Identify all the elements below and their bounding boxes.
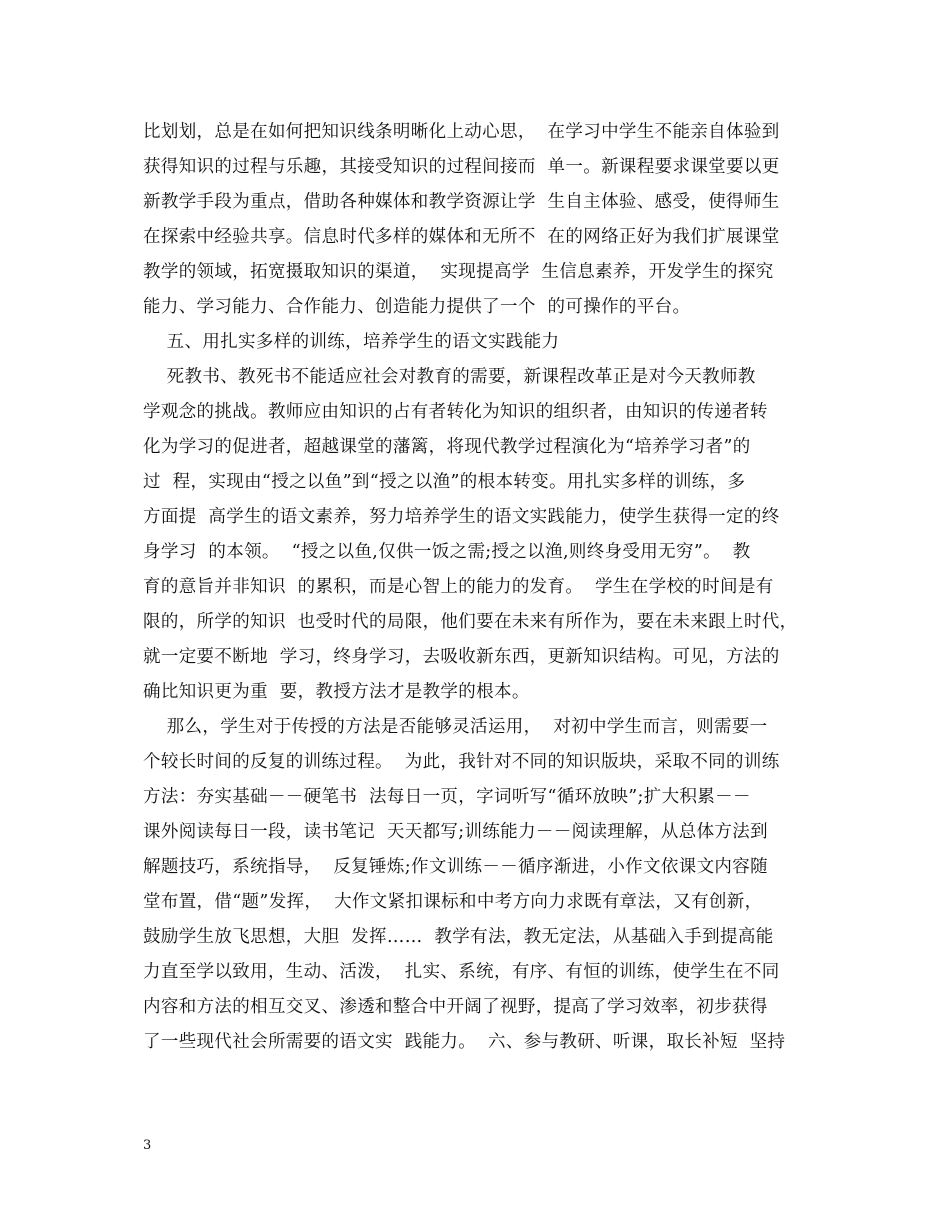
text-line: 化为学习的促进者，超越课堂的藩篱，将现代教学过程演化为“培养学习者”的	[143, 437, 751, 457]
text-line: 死教书、教死书不能适应社会对教育的需要，新课程改革正是对今天教师教	[143, 367, 756, 387]
text-line: 比划划，总是在如何把知识线条明晰化上动心思， 在学习中学生不能亲自体验到	[143, 122, 780, 142]
text-line: 那么，学生对于传授的方法是否能够灵活运用， 对初中学生而言，则需要一	[143, 717, 768, 737]
page-number: 3	[143, 1138, 152, 1153]
text-line: 获得知识的过程与乐趣，其接受知识的过程间接而 单一。新课程要求课堂要以更	[143, 157, 780, 177]
text-line: 过 程，实现由“授之以鱼”到“授之以渔”的根本转变。用扎实多样的训练，多	[143, 472, 746, 492]
text-line: 身学习 的本领。 “授之以鱼,仅供一饭之需;授之以渔,则终身受用无穷”。 教	[143, 542, 751, 562]
text-line: 堂布置，借“题”发挥， 大作文紧扣课标和中考方向力求既有章法，又有创新，	[143, 892, 763, 912]
text-line: 新教学手段为重点，借助各种媒体和教学资源让学 生自主体验、感受，使得师生	[143, 192, 780, 212]
text-line: 方法：夯实基础－－硬笔书 法每日一页，字词听写“循环放映”;扩大积累－－	[143, 787, 751, 807]
text-line: 鼓励学生放飞思想，大胆 发挥…… 教学有法，教无定法，从基础入手到提高能	[143, 927, 774, 947]
text-line: 能力、学习能力、合作能力、创造能力提供了一个 的可操作的平台。	[143, 297, 691, 317]
section-heading: 五、用扎实多样的训练，培养学生的语文实践能力	[143, 332, 560, 352]
text-line: 就一定要不断地 学习，终身学习，去吸收新东西，更新知识结构。可见，方法的	[143, 647, 780, 667]
text-line: 教学的领域，拓宽摄取知识的渠道， 实现提高学 生信息素养，开发学生的探究	[143, 262, 774, 282]
text-line: 在探索中经验共享。信息时代多样的媒体和无所不 在的网络正好为我们扩展课堂	[143, 227, 780, 247]
text-line: 力直至学以致用，生动、活泼， 扎实、系统，有序、有恒的训练，使学生在不同	[143, 962, 780, 982]
text-line: 学观念的挑战。教师应由知识的占有者转化为知识的组织者，由知识的传递者转	[143, 402, 768, 422]
text-line: 育的意旨并非知识 的累积，而是心智上的能力的发育。 学生在学校的时间是有	[143, 577, 774, 597]
text-line: 个较长时间的反复的训练过程。 为此，我针对不同的知识版块，采取不同的训练	[143, 752, 780, 772]
text-line: 方面提 高学生的语文素养，努力培养学生的语文实践能力，使学生获得一定的终	[143, 507, 780, 527]
text-line: 课外阅读每日一段，读书笔记 天天都写;训练能力－－阅读理解，从总体方法到	[143, 822, 768, 842]
text-line: 确比知识更为重 要，教授方法才是教学的根本。	[143, 682, 530, 702]
text-line: 限的，所学的知识 也受时代的局限，他们要在未来有所作为，要在未来跟上时代，	[143, 612, 798, 632]
text-line: 了一些现代社会所需要的语文实 践能力。 六、参与教研、听课，取长补短 坚持	[143, 1032, 786, 1052]
text-line: 内容和方法的相互交叉、渗透和整合中开阔了视野，提高了学习效率，初步获得	[143, 997, 768, 1017]
text-line: 解题技巧，系统指导， 反复锤炼;作文训练－－循序渐进，小作文依课文内容随	[143, 857, 768, 877]
